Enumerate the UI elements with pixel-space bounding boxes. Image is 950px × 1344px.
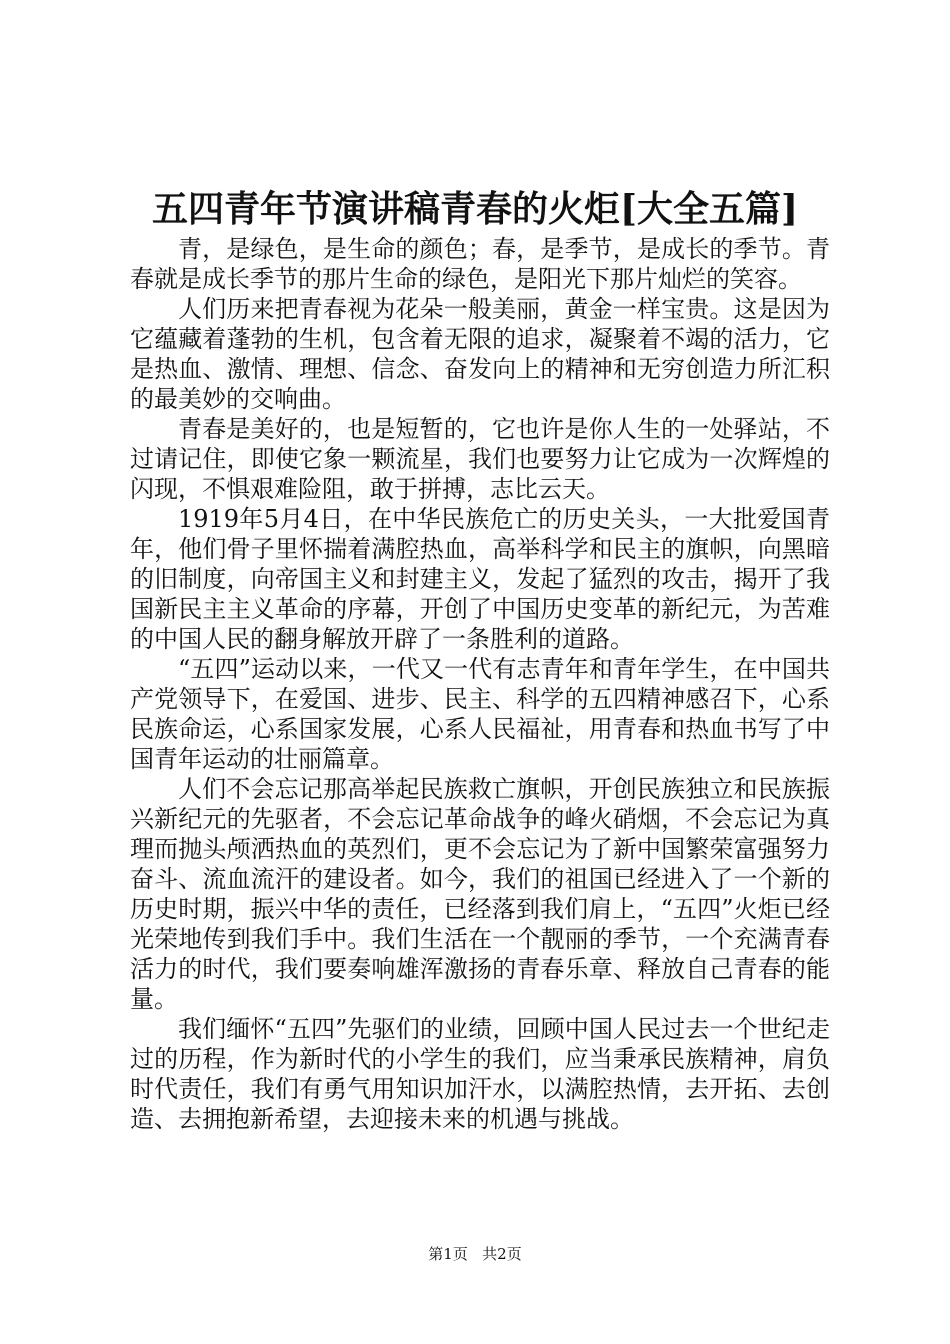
paragraph-3: 青春是美好的，也是短暂的，它也许是你人生的一处驿站，不过请记住，即使它象一颗流星，我们也要努力让它成为一次辉煌的闪现，不惧艰难险阻，敢于拼搏，志比云天。 bbox=[130, 415, 830, 503]
page-footer bbox=[0, 1244, 950, 1264]
page-number: 第1页 bbox=[428, 1245, 468, 1263]
paragraph-1: 青，是绿色，是生命的颜色；春，是季节，是成长的季节。青春就是成长季节的那片生命的绿色，是阳光下那片灿烂的笑容。 bbox=[130, 235, 830, 293]
paragraph-4: 1919年5月4日，在中华民族危亡的历史关头，一大批爱国青年，他们骨子里怀揣着满腔热血，高举科学和民主的旗帜，向黑暗的旧制度，向帝国主义和封建主义，发起了猛烈的攻击，揭开了我国新民主主义革命的序幕，开创了中国历史变革的新纪元，为苦难的中国人民的翻身解放开辟了一条胜利的道路。 bbox=[130, 505, 830, 653]
document-body bbox=[130, 234, 830, 1134]
footer-spacer bbox=[473, 1245, 478, 1263]
page-total: 共2页 bbox=[482, 1245, 522, 1263]
paragraph-6: 人们不会忘记那高举起民族救亡旗帜，开创民族独立和民族振兴新纪元的先驱者，不会忘记革命战争的峰火硝烟，不会忘记为真理而抛头颅洒热血的英烈们，更不会忘记为了新中国繁荣富强努力奋斗、流血流汗的建设者。如今，我们的祖国已经进入了一个新的历史时期，振兴中华的责任，已经落到我们肩上，“五四”火炬已经光荣地传到我们手中。我们生活在一个靓丽的季节，一个充满青春活力的时代，我们要奏响雄浑激扬的青春乐章、释放自己青春的能量。 bbox=[130, 775, 830, 1013]
paragraph-5: “五四”运动以来，一代又一代有志青年和青年学生，在中国共产党领导下，在爱国、进步、民主、科学的五四精神感召下，心系民族命运，心系国家发展，心系人民福祉，用青春和热血书写了中国青年运动的壮丽篇章。 bbox=[130, 655, 830, 773]
paragraph-7: 我们缅怀“五四”先驱们的业绩，回顾中国人民过去一个世纪走过的历程，作为新时代的小学生的我们，应当秉承民族精神，肩负时代责任，我们有勇气用知识加汗水，以满腔热情，去开拓、去创造、去拥抱新希望，去迎接未来的机遇与挑战。 bbox=[130, 1015, 830, 1133]
paragraph-2: 人们历来把青春视为花朵一般美丽，黄金一样宝贵。这是因为它蕴藏着蓬勃的生机，包含着无限的追求，凝聚着不竭的活力，它是热血、激情、理想、信念、奋发向上的精神和无穷创造力所汇积的最美妙的交响曲。 bbox=[130, 295, 830, 413]
document-title: 五四青年节演讲稿青春的火炬[大全五篇] bbox=[151, 188, 799, 230]
